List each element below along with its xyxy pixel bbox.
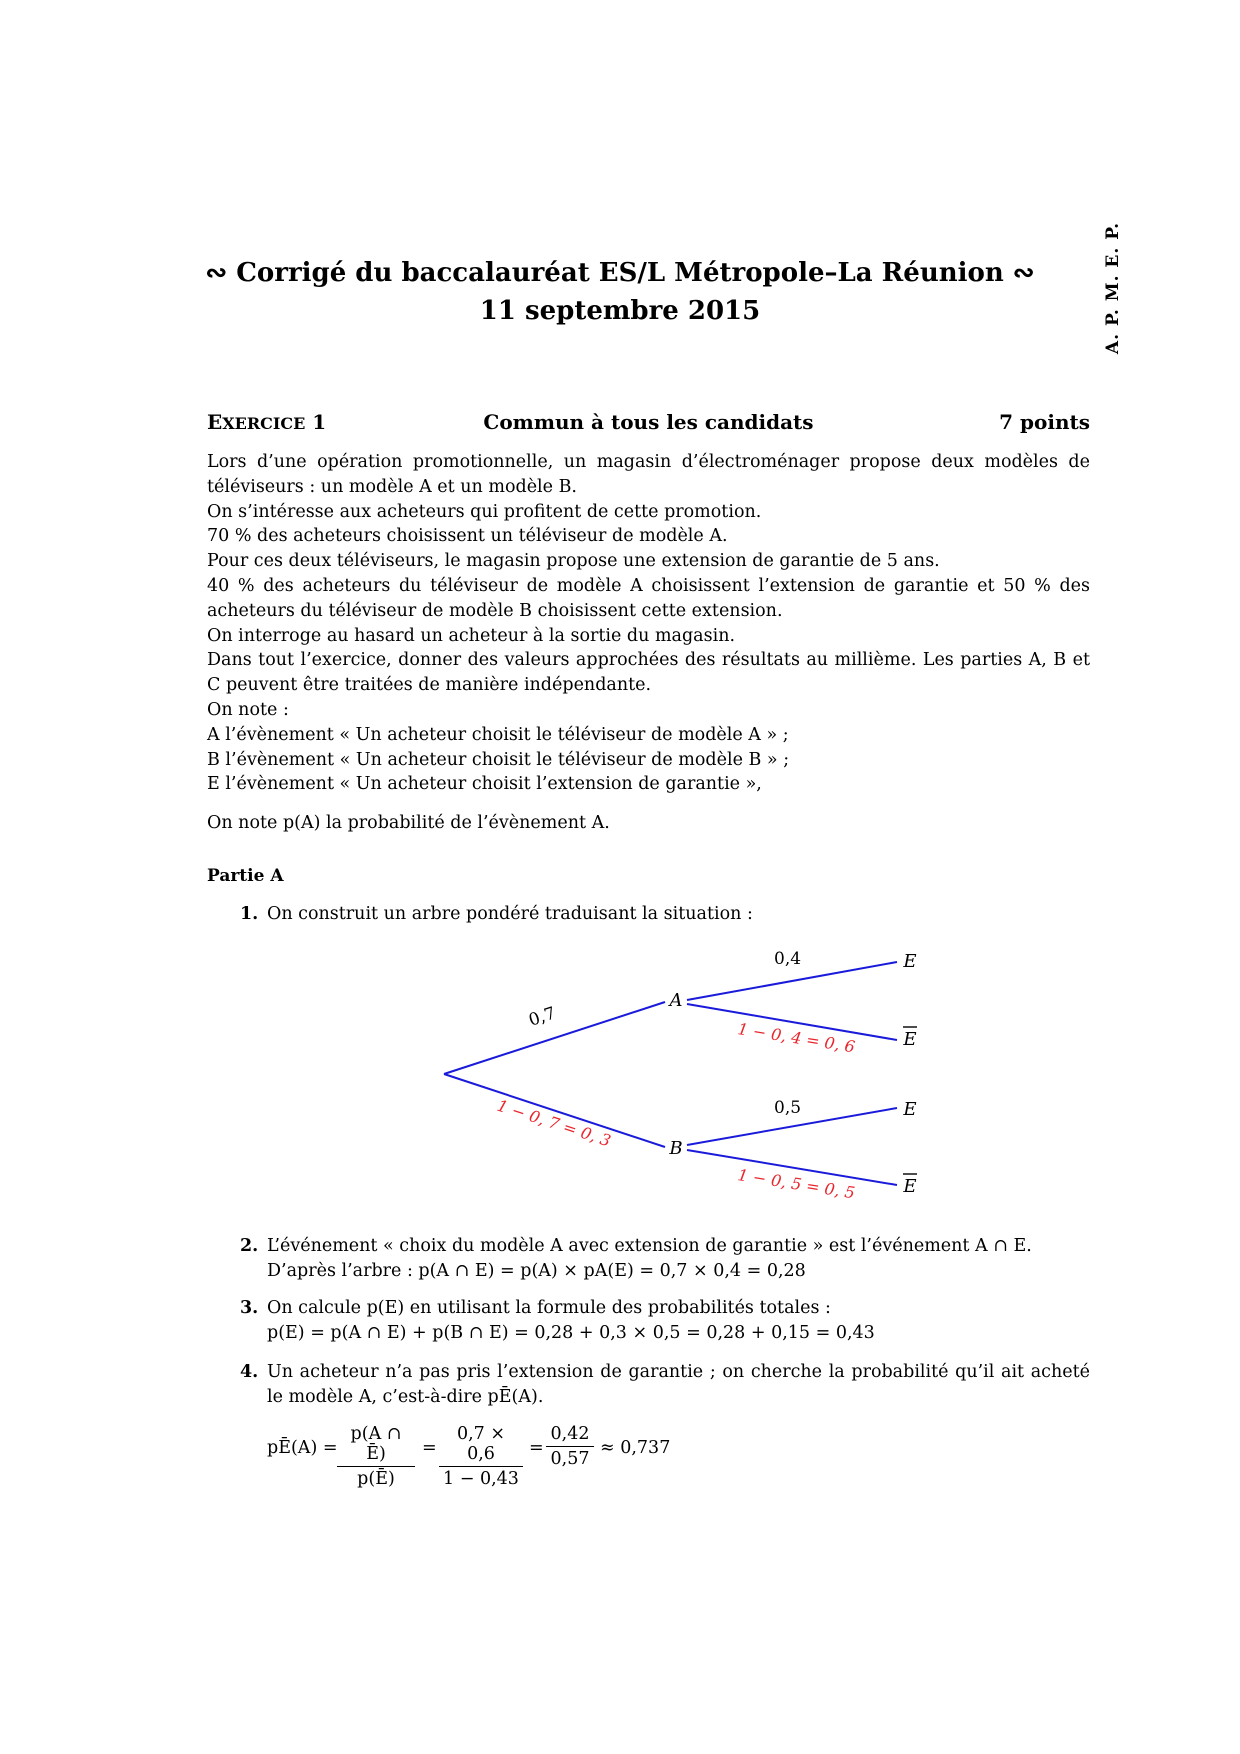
node-ebar-bottom: E xyxy=(903,1176,917,1197)
intro-paragraph: Pour ces deux téléviseurs, le magasin propose une extension de garantie de 5 ans. xyxy=(207,551,940,572)
event-definition-a: A l’évènement « Un acheteur choisit le téléviseur de modèle A » ; xyxy=(207,724,789,745)
intro-paragraph: 40 % des acheteurs du téléviseur de modèle A choisissent l’extension de garantie et 50 % des acheteurs du téléviseur de modèle B choisissent cette extension. xyxy=(207,575,1090,621)
notation-line: On note p(A) la probabilité de l’évènement A. xyxy=(207,813,610,834)
fraction-3 xyxy=(546,1424,594,1469)
weight-root-a: 0,7 xyxy=(526,1003,559,1031)
formula-lhs: pĒ(A) = xyxy=(267,1438,338,1458)
weight-a-e: 0,4 xyxy=(774,949,802,969)
question-number: 1. xyxy=(240,904,259,924)
question-computation: p(E) = p(A ∩ E) + p(B ∩ E) = 0,28 + 0,3 × 0,5 = 0,28 + 0,15 = 0,43 xyxy=(267,1323,875,1343)
intro-paragraph: Dans tout l’exercice, donner des valeurs approchées des résultats au millième. Les parties A, B et C peuvent être traitées de manière indépendante. xyxy=(207,650,1090,696)
branch-root-b xyxy=(444,1074,665,1147)
question-computation: D’après l’arbre : p(A ∩ E) = p(A) × pA(E) = 0,7 × 0,4 = 0,28 xyxy=(267,1261,806,1281)
intro-paragraph: Lors d’une opération promotionnelle, un magasin d’électroménager propose deux modèles de téléviseurs : un modèle A et un modèle B. xyxy=(207,452,1090,497)
question-number: 4. xyxy=(240,1362,259,1382)
fraction-1-denominator: p(Ē) xyxy=(357,1469,395,1489)
node-a: A xyxy=(669,990,683,1011)
fraction-2 xyxy=(439,1424,523,1489)
question-text: Un acheteur n’a pas pris l’extension de garantie ; on cherche la probabilité qu’il ait acheté le modèle A, c’est-à-dire pĒ(A). xyxy=(267,1362,1090,1407)
event-definition-e: E l’évènement « Un acheteur choisit l’extension de garantie », xyxy=(207,774,762,795)
intro-paragraph: On s’intéresse aux acheteurs qui profitent de cette promotion. xyxy=(207,501,762,522)
node-b: B xyxy=(669,1138,683,1159)
fraction-1-numerator: p(A ∩ Ē) xyxy=(337,1424,415,1467)
question-4 xyxy=(240,1360,1090,1410)
fraction-3-denominator: 0,57 xyxy=(550,1449,590,1469)
fraction-2-numerator: 0,7 × 0,6 xyxy=(439,1424,523,1467)
question-text: On calcule p(E) en utilisant la formule des probabilités totales : xyxy=(267,1298,831,1318)
side-mark-text: A. P. M. E. P. xyxy=(1103,221,1123,355)
question-number: 3. xyxy=(240,1298,259,1318)
fraction-1 xyxy=(337,1424,415,1489)
weight-b-e: 0,5 xyxy=(774,1098,802,1118)
exercise-subtitle: Commun à tous les candidats xyxy=(483,410,814,434)
fraction-3-numerator: 0,42 xyxy=(546,1424,594,1447)
question-number: 2. xyxy=(240,1236,259,1256)
intro-paragraph: On note : xyxy=(207,699,289,720)
intro-paragraph: 70 % des acheteurs choisissent un téléviseur de modèle A. xyxy=(207,526,728,547)
fraction-2-denominator: 1 − 0,43 xyxy=(443,1469,519,1489)
document-date: 11 septembre 2015 xyxy=(479,296,761,326)
question-text: L’événement « choix du modèle A avec extension de garantie » est l’événement A ∩ E. xyxy=(267,1236,1032,1256)
weight-a-ebar: 1 − 0, 4 = 0, 6 xyxy=(736,1019,857,1057)
exercise-points: 7 points xyxy=(999,410,1090,434)
event-definition-b: B l’évènement « Un acheteur choisit le téléviseur de modèle B » ; xyxy=(207,749,790,770)
question-2 xyxy=(240,1234,1090,1284)
node-e-top: E xyxy=(903,951,917,972)
weight-b-ebar: 1 − 0, 5 = 0, 5 xyxy=(736,1165,857,1203)
equals-sign: = xyxy=(422,1438,437,1458)
exercise-name: EXERCICE 1 xyxy=(207,410,327,434)
part-title: Partie A xyxy=(207,866,284,886)
node-e-bottom: E xyxy=(903,1099,917,1120)
equals-sign: = xyxy=(529,1438,544,1458)
weight-root-b: 1 − 0, 7 = 0, 3 xyxy=(494,1095,614,1151)
document-title: ∾ Corrigé du baccalauréat ES/L Métropole–La Réunion ∾ xyxy=(205,258,1035,288)
question-3 xyxy=(240,1296,1090,1346)
intro-paragraph: On interroge au hasard un acheteur à la sortie du magasin. xyxy=(207,625,736,646)
formula-result: ≈ 0,737 xyxy=(600,1438,671,1458)
question-text: On construit un arbre pondéré traduisant la situation : xyxy=(267,904,753,924)
node-ebar-top: E xyxy=(903,1029,917,1050)
